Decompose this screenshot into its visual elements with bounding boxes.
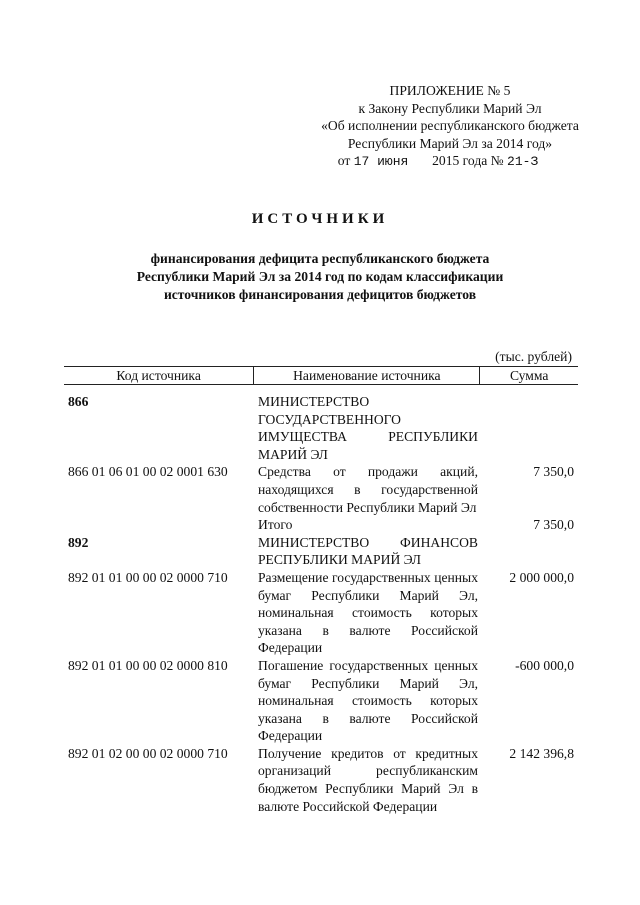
row-code: 892 01 01 00 00 02 0000 810 bbox=[68, 657, 228, 673]
page-title: ИСТОЧНИКИ bbox=[251, 211, 389, 227]
row-amount: 7 350,0 bbox=[533, 517, 574, 533]
row-amount: -600 000,0 bbox=[515, 657, 574, 673]
row-amount: 2 000 000,0 bbox=[509, 569, 574, 585]
row-name: Погашение государственных ценных бумаг Республики Марий Эл, номинальная стоимость которых указана в валюте Российской Федерации bbox=[258, 657, 478, 744]
table-header bbox=[64, 366, 578, 385]
subtitle-line-1: финансирования дефицита республиканского бюджета bbox=[150, 251, 490, 266]
table-row bbox=[64, 516, 578, 534]
date-year: 2015 года № bbox=[432, 153, 504, 168]
header-name: Наименование источника bbox=[253, 367, 480, 384]
row-name: Размещение государственных ценных бумаг Республики Марий Эл, номинальная стоимость которых указана в валюте Российской Федерации bbox=[258, 569, 478, 656]
row-name: Получение кредитов от кредитных организаций республиканским бюджетом Республики Марий Эл в валюте Российской Федерации bbox=[258, 745, 478, 814]
subtitle-line-3: источников финансирования дефицитов бюджетов bbox=[163, 287, 477, 302]
header-amount: Сумма bbox=[509, 368, 549, 383]
table-row bbox=[64, 657, 578, 745]
row-name: МИНИСТЕРСТВО ФИНАНСОВ РЕСПУБЛИКИ МАРИЙ ЭЛ bbox=[258, 534, 478, 568]
row-code: 892 01 02 00 00 02 0000 710 bbox=[68, 745, 228, 761]
appendix-law-ref: к Закону Республики Марий Эл bbox=[358, 100, 542, 116]
subtitle-line-2: Республики Марий Эл за 2014 год по кодам классификации bbox=[136, 269, 504, 284]
table-row bbox=[64, 534, 578, 569]
header-code: Код источника bbox=[116, 368, 201, 383]
law-number: 21-З bbox=[507, 154, 539, 169]
appendix-header bbox=[285, 82, 615, 171]
date-day-month: 17 июня bbox=[353, 154, 409, 169]
row-code: 892 bbox=[68, 534, 89, 550]
date-prefix: от bbox=[337, 153, 351, 168]
page-subtitle bbox=[60, 250, 580, 304]
sources-table bbox=[64, 366, 578, 815]
row-name: Средства от продажи акций, находящихся в государственной собственности Республики Марий Эл bbox=[258, 464, 478, 515]
row-name: Итого bbox=[258, 517, 293, 533]
appendix-law-name-1: «Об исполнении республиканского бюджета bbox=[321, 118, 579, 133]
row-name: МИНИСТЕРСТВО ГОСУДАРСТВЕННОГО ИМУЩЕСТВА РЕСПУБЛИКИ МАРИЙ ЭЛ bbox=[258, 394, 478, 462]
appendix-title: ПРИЛОЖЕНИЕ № 5 bbox=[389, 83, 511, 98]
appendix-law-name-2: Республики Марий Эл за 2014 год» bbox=[347, 135, 553, 151]
table-row bbox=[64, 569, 578, 657]
row-code: 866 01 06 01 00 02 0001 630 bbox=[68, 464, 228, 480]
appendix-date-line bbox=[273, 152, 603, 171]
units-label: (тыс. рублей) bbox=[495, 349, 572, 364]
row-amount: 7 350,0 bbox=[533, 464, 574, 480]
table-row bbox=[64, 393, 578, 463]
row-code: 866 bbox=[68, 394, 89, 409]
row-code: 892 01 01 00 00 02 0000 710 bbox=[68, 569, 228, 585]
table-row bbox=[64, 463, 578, 516]
row-amount: 2 142 396,8 bbox=[509, 745, 574, 761]
table-body bbox=[64, 393, 578, 815]
table-row bbox=[64, 745, 578, 815]
